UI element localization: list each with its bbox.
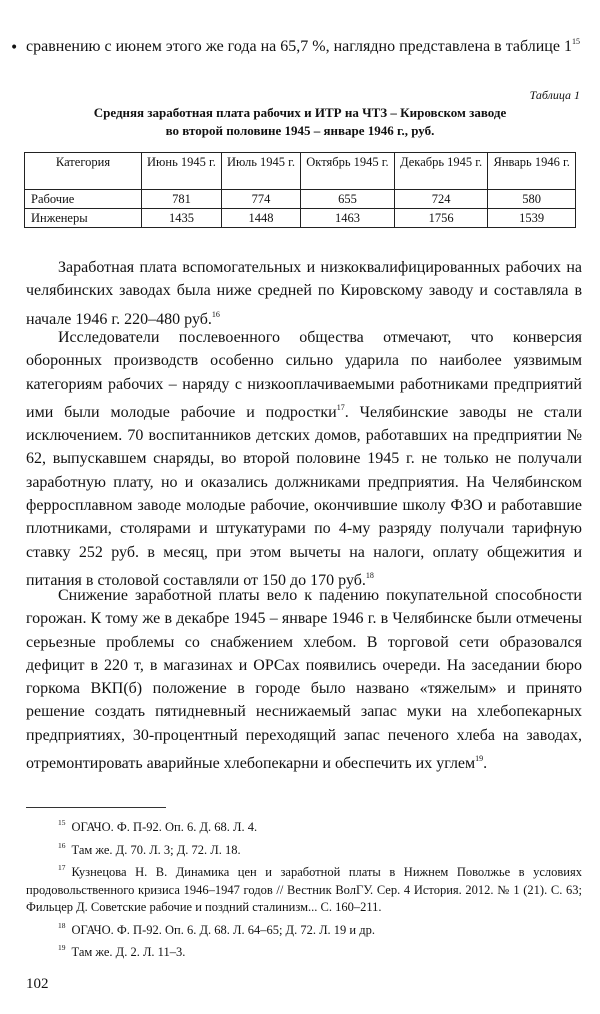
row-label: Инженеры (25, 209, 142, 228)
column-header: Декабрь 1945 г. (394, 153, 487, 190)
table-cell: 774 (221, 190, 300, 209)
column-header: Октябрь 1945 г. (301, 153, 395, 190)
table-title-line2: во второй половине 1945 – январе 1946 г., руб. (165, 123, 435, 138)
table-cell: 1756 (394, 209, 487, 228)
page-number: 102 (26, 976, 49, 992)
table-row (25, 190, 576, 209)
row-label: Рабочие (25, 190, 142, 209)
wage-table (24, 152, 576, 228)
footnote-ref: 17 (336, 402, 345, 412)
footnote: $^{16}$ Там же. Д. 70. Л. 3; Д. 72. Л. 18. (58, 840, 241, 857)
table-title-line1: Средняя заработная плата рабочих и ИТР на ЧТЗ – Кировском заводе (93, 105, 507, 120)
column-header: Июнь 1945 г. (142, 153, 222, 190)
table-cell: 1435 (142, 209, 222, 228)
table-cell: 580 (488, 190, 576, 209)
paragraph-bread: Снижение заработной платы вело к падению покупательной способности горожан. К тому же в декабре 1945 – январе 1946 г. в Челябинске были отмечены серьезные проблемы со снабжением хлебом. В торговой сети образовался дефицит в 220 т, в магазинах и ОРСах появились очереди. На заседании бюро горкома ВКП(б) положение в городе было названо «тяжелым» и принято решение создать пятидневный неснижаемый запас муки на хлебопекарных предприятиях, 30-процентный переходящий запас печеного хлеба на заводах, отремонтировать аварийные хлебопекарни и обеспечить их углем$^{19}$. (26, 587, 582, 773)
table-cell: 1463 (301, 209, 395, 228)
table-number: Таблица 1 (529, 88, 580, 102)
footnote: $^{15}$ ОГАЧО. Ф. П-92. Оп. 6. Д. 68. Л. 4. (58, 818, 258, 834)
column-header: Январь 1946 г. (488, 153, 576, 190)
footnote-ref: 18 (365, 570, 374, 580)
footnote-ref: 19 (475, 754, 484, 764)
footnote: $^{19}$ Там же. Д. 2. Л. 11–3. (58, 943, 186, 959)
column-header: Июль 1945 г. (221, 153, 300, 190)
table-header-row (25, 153, 576, 190)
table-cell: 655 (301, 190, 395, 209)
table-row (25, 209, 576, 228)
paragraph-conversion: Исследователи послевоенного общества отмечают, что конверсия оборонных производств особенно сильно ударила по наиболее уязвимым категориям рабочих – наряду с низкооплачиваемыми работниками предприятий ими были молодые рабочие и подростки$^{17}$. Челябинские заводы не стали исключением. 70 воспитанников детских домов, работавших на предприятии № 62, выпускавшем снаряды, во второй половине 1945 г. не только не получали заработную плату, но и оказались должниками предприятия. На Челябинском ферросплавном заводе молодые рабочие, окончившие школу ФЗО и работавшие плотниками, столярами и штукатурами по 4-му разряду получали тарифную ставку 252 руб. в месяц, при этом вычеты на налоги, оплату общежития и питания в столовой составляли от 150 до 170 руб.$^{18}$ (26, 329, 582, 589)
footnote-ref: 16 (211, 309, 220, 319)
footnotes (26, 814, 582, 962)
footnote-divider (26, 807, 166, 808)
paragraph-wages: Заработная плата вспомогательных и низкоквалифицированных рабочих на челябинских заводах была ниже средней по Кировскому заводу и составляла в начале 1946 г. 220–480 руб.$^{16}$ (26, 259, 582, 328)
footnote: $^{18}$ ОГАЧО. Ф. П-92. Оп. 6. Д. 68. Л. 64–65; Д. 72. Л. 19 и др. (58, 920, 375, 937)
table-cell: 1539 (488, 209, 576, 228)
footnote: $^{17}$ Кузнецова Н. В. Динамика цен и заработной платы в Нижнем Поволжье в условиях продовольственного кризиса 1946–1947 годов // Вестник ВолГУ. Сер. 4 История. 2012. № 1 (21). С. 63; Фильцер Д. Советские рабочие и поздний сталинизм... С. 160–211. (26, 863, 582, 914)
table-title (60, 104, 540, 140)
intro-paragraph: сравнению с июнем этого же года на 65,7 %, наглядно представлена в таблице 1$^{15}$ (26, 37, 580, 55)
footnote-ref: 15 (571, 37, 580, 46)
table-cell: 1448 (221, 209, 300, 228)
column-header: Категория (25, 153, 142, 190)
table-cell: 781 (142, 190, 222, 209)
table-cell: 724 (394, 190, 487, 209)
margin-dot: • (10, 40, 19, 56)
